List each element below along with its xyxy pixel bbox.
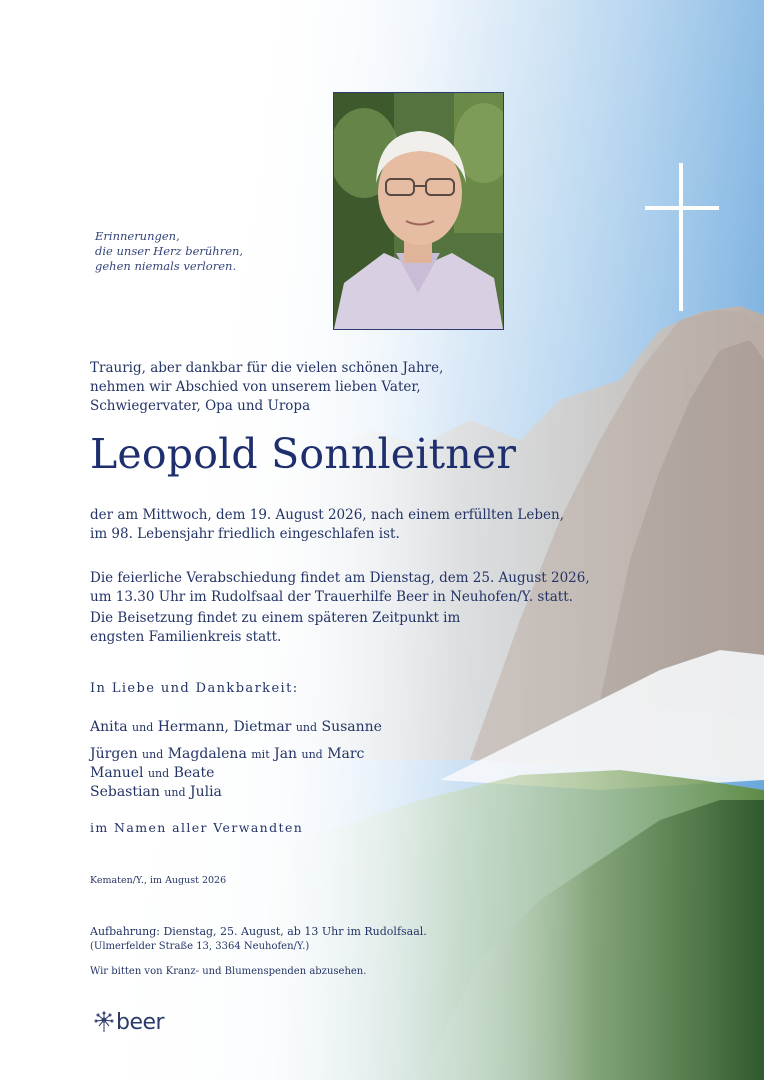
intro-line: Traurig, aber dankbar für die vielen schönen Jahre, — [90, 360, 444, 376]
mourner-name: Susanne — [321, 719, 382, 735]
mourners-list — [90, 718, 382, 802]
mourner-name: Julia — [189, 784, 222, 800]
flowers-note: Wir bitten von Kranz- und Blumenspenden abzusehen. — [90, 966, 367, 977]
beer-logo — [93, 1010, 164, 1034]
memorial-quote — [95, 229, 243, 274]
mourner-name: Jan — [274, 746, 298, 762]
death-notice — [90, 506, 564, 544]
mourner-name: Hermann, Dietmar — [157, 719, 292, 735]
intro-line: nehmen wir Abschied von unserem lieben Vater, — [90, 379, 421, 395]
connector-word: und — [295, 721, 318, 734]
viewing-line: Aufbahrung: Dienstag, 25. August, ab 13 Uhr im Rudolfsaal. — [90, 925, 427, 938]
burial-notice — [90, 609, 460, 647]
intro-line: Schwiegervater, Opa und Uropa — [90, 398, 311, 414]
ceremony-notice — [90, 569, 590, 607]
mourner-name: Manuel — [90, 765, 144, 781]
ceremony-line: um 13.30 Uhr im Rudolfsaal der Trauerhilfe Beer in Neuhofen/Y. statt. — [90, 589, 573, 605]
viewing-address: (Ulmerfelder Straße 13, 3364 Neuhofen/Y.) — [90, 941, 310, 952]
viewing-info — [90, 924, 427, 954]
mourner-name: Anita — [90, 719, 128, 735]
connector-word: und — [132, 721, 154, 734]
mourner-name: Beate — [173, 765, 215, 781]
burial-line: engsten Familienkreis statt. — [90, 629, 282, 645]
connector-word: mit — [251, 748, 270, 761]
mourner-row — [90, 718, 382, 737]
mourner-row — [90, 783, 382, 802]
quote-line: Erinnerungen, — [95, 229, 180, 243]
portrait-photo — [333, 92, 504, 330]
connector-word: und — [301, 748, 323, 761]
mourner-name: Marc — [327, 746, 365, 762]
deceased-name: Leopold Sonnleitner — [90, 430, 517, 478]
mourner-name: Sebastian — [90, 784, 160, 800]
quote-line: die unser Herz berühren, — [95, 244, 244, 258]
quote-line: gehen niemals verloren. — [95, 259, 237, 273]
relatives-line: im Namen aller Verwandten — [90, 820, 304, 835]
intro-text — [90, 359, 443, 416]
dandelion-icon — [93, 1011, 115, 1033]
death-line: der am Mittwoch, dem 19. August 2026, nach einem erfüllten Leben, — [90, 507, 564, 523]
mourner-name: Magdalena — [167, 746, 247, 762]
connector-word: und — [164, 786, 186, 799]
ceremony-line: Die feierliche Verabschiedung findet am Dienstag, dem 25. August 2026, — [90, 570, 590, 586]
mourner-row — [90, 764, 382, 783]
burial-line: Die Beisetzung findet zu einem späteren Zeitpunkt im — [90, 610, 461, 626]
connector-word: und — [147, 767, 170, 780]
place-date: Kematen/Y., im August 2026 — [90, 875, 227, 886]
death-line: im 98. Lebensjahr friedlich eingeschlafen ist. — [90, 526, 400, 542]
love-heading: In Liebe und Dankbarkeit: — [90, 681, 299, 696]
connector-word: und — [142, 748, 164, 761]
mourner-row — [90, 745, 382, 764]
logo-text: beer — [116, 1009, 165, 1035]
mourner-name: Jürgen — [90, 746, 138, 762]
